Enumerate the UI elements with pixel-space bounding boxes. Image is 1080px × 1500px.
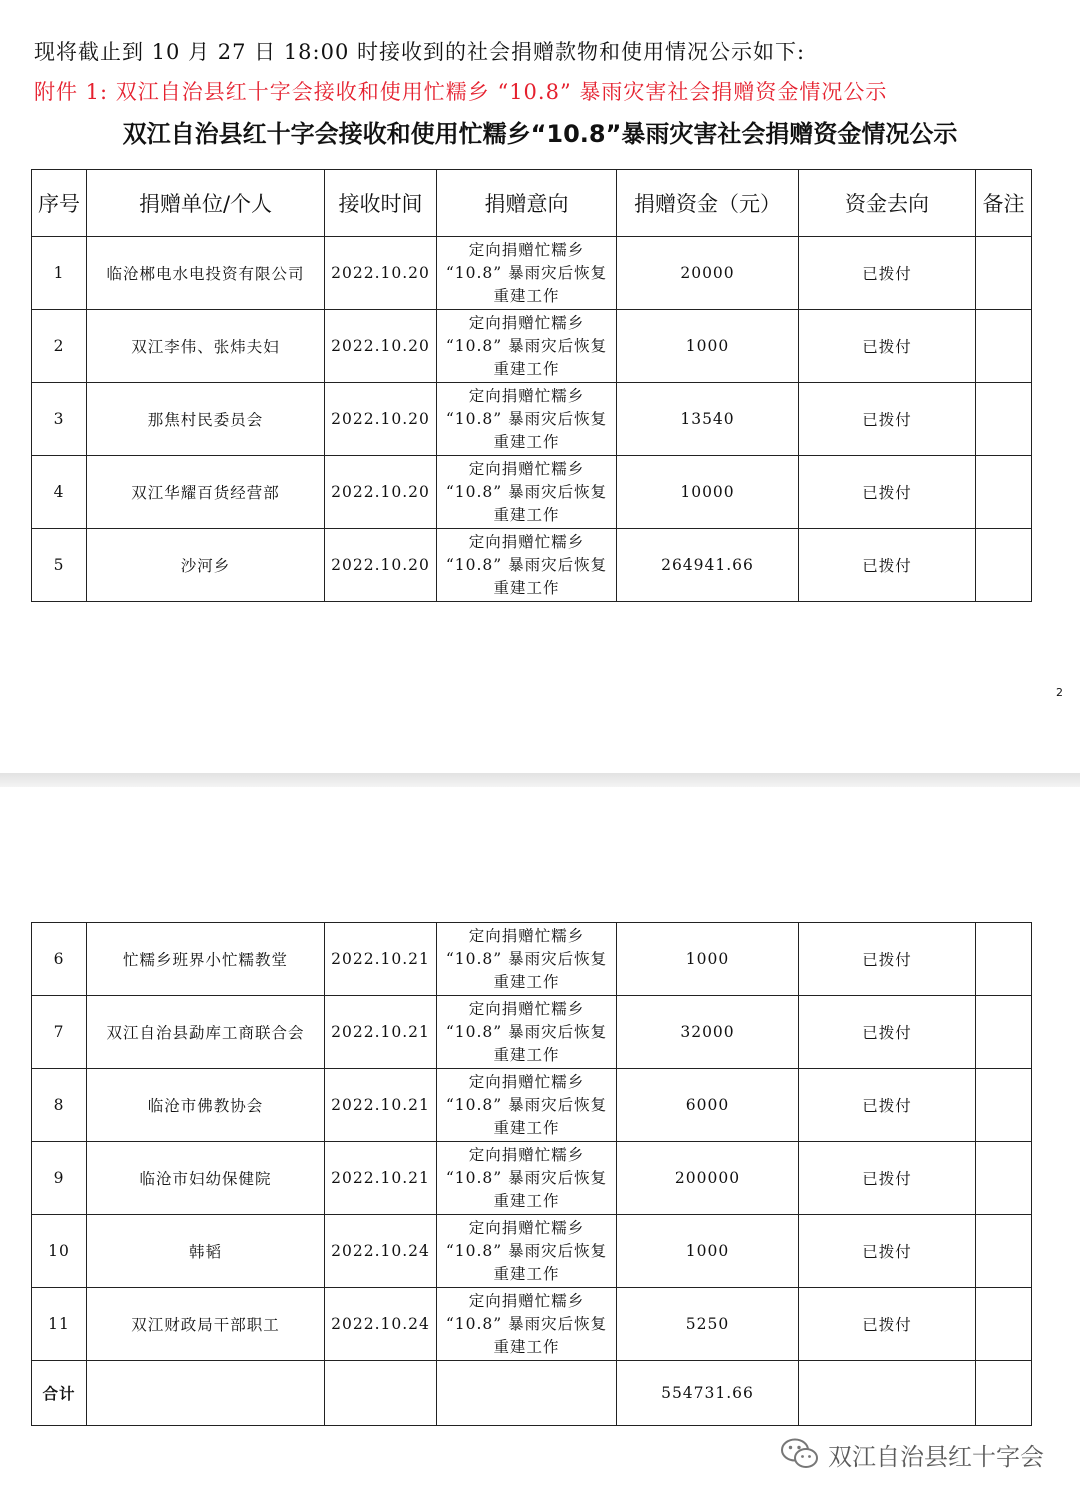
page-separator xyxy=(0,773,1080,787)
intent-line: 重建工作 xyxy=(493,1337,560,1356)
intent xyxy=(437,237,617,310)
intent xyxy=(437,529,617,602)
intent-line: 定向捐赠忙糯乡 xyxy=(468,1218,585,1237)
note xyxy=(976,529,1032,602)
table-header-row xyxy=(32,170,1032,237)
document-title: 双江自治县红十字会接收和使用忙糯乡“10.8”暴雨灾害社会捐赠资金情况公示 xyxy=(122,120,958,148)
fund-allocation: 已拨付 xyxy=(799,1069,976,1142)
fund-allocation: 已拨付 xyxy=(799,1288,976,1361)
intent-line: 重建工作 xyxy=(493,972,560,991)
fund-allocation: 已拨付 xyxy=(799,529,976,602)
intent-line: “10.8” 暴雨灾后恢复 xyxy=(445,1022,608,1041)
donor-name: 双江李伟、张炜夫妇 xyxy=(87,310,325,383)
note xyxy=(976,1215,1032,1288)
intent-line: “10.8” 暴雨灾后恢复 xyxy=(445,1095,608,1114)
receive-date: 2022.10.20 xyxy=(325,237,437,310)
header-note: 备注 xyxy=(976,170,1032,237)
receive-date: 2022.10.24 xyxy=(325,1215,437,1288)
intent-line: “10.8” 暴雨灾后恢复 xyxy=(445,1314,608,1333)
row-index: 2 xyxy=(32,310,87,383)
header-allocation: 资金去向 xyxy=(799,170,976,237)
intent-line: 重建工作 xyxy=(493,1045,560,1064)
header-index: 序号 xyxy=(32,170,87,237)
note xyxy=(976,237,1032,310)
intent-line: 定向捐赠忙糯乡 xyxy=(468,459,585,478)
donor-name: 双江华耀百货经营部 xyxy=(87,456,325,529)
row-index: 1 xyxy=(32,237,87,310)
donor-name: 忙糯乡班界小忙糯教堂 xyxy=(87,923,325,996)
table-row xyxy=(32,1215,1032,1288)
note xyxy=(976,1288,1032,1361)
intent-line: “10.8” 暴雨灾后恢复 xyxy=(445,336,608,355)
receive-date: 2022.10.20 xyxy=(325,529,437,602)
donation-amount: 1000 xyxy=(617,923,799,996)
note xyxy=(976,383,1032,456)
receive-date: 2022.10.20 xyxy=(325,310,437,383)
intent xyxy=(437,310,617,383)
intent xyxy=(437,456,617,529)
intent-line: 重建工作 xyxy=(493,1264,560,1283)
note xyxy=(976,456,1032,529)
intent xyxy=(437,1069,617,1142)
donor-name: 韩韬 xyxy=(87,1215,325,1288)
donation-table-page-1 xyxy=(31,169,1032,602)
receive-date: 2022.10.21 xyxy=(325,923,437,996)
table-row xyxy=(32,1288,1032,1361)
row-index: 9 xyxy=(32,1142,87,1215)
note xyxy=(976,1142,1032,1215)
note xyxy=(976,310,1032,383)
wechat-icon xyxy=(780,1437,820,1471)
donor-name: 双江自治县勐库工商联合会 xyxy=(87,996,325,1069)
intent xyxy=(437,996,617,1069)
intent xyxy=(437,1215,617,1288)
intent-line: 定向捐赠忙糯乡 xyxy=(468,999,585,1018)
table-row xyxy=(32,456,1032,529)
donor-name: 沙河乡 xyxy=(87,529,325,602)
note xyxy=(976,1069,1032,1142)
donation-amount: 32000 xyxy=(617,996,799,1069)
intent-line: “10.8” 暴雨灾后恢复 xyxy=(445,409,608,428)
donation-amount: 200000 xyxy=(617,1142,799,1215)
intent-line: 重建工作 xyxy=(493,1191,560,1210)
fund-allocation: 已拨付 xyxy=(799,310,976,383)
donation-amount: 13540 xyxy=(617,383,799,456)
total-row xyxy=(32,1361,1032,1426)
donation-amount: 264941.66 xyxy=(617,529,799,602)
intent-line: “10.8” 暴雨灾后恢复 xyxy=(445,263,608,282)
table-row xyxy=(32,529,1032,602)
header-date: 接收时间 xyxy=(325,170,437,237)
intent-line: 重建工作 xyxy=(493,286,560,305)
intent xyxy=(437,1288,617,1361)
note xyxy=(976,923,1032,996)
fund-allocation: 已拨付 xyxy=(799,1215,976,1288)
row-index: 7 xyxy=(32,996,87,1069)
receive-date: 2022.10.21 xyxy=(325,1069,437,1142)
intent xyxy=(437,1142,617,1215)
intent-line: 定向捐赠忙糯乡 xyxy=(468,1145,585,1164)
receive-date: 2022.10.21 xyxy=(325,996,437,1069)
receive-date: 2022.10.20 xyxy=(325,456,437,529)
table-row xyxy=(32,237,1032,310)
intent-line: 重建工作 xyxy=(493,359,560,378)
table-row xyxy=(32,310,1032,383)
intent-line: 定向捐赠忙糯乡 xyxy=(468,313,585,332)
note xyxy=(976,996,1032,1069)
intent-line: 重建工作 xyxy=(493,432,560,451)
total-amount: 554731.66 xyxy=(617,1361,799,1426)
intent-line: 定向捐赠忙糯乡 xyxy=(468,926,585,945)
intent-line: “10.8” 暴雨灾后恢复 xyxy=(445,1168,608,1187)
row-index: 5 xyxy=(32,529,87,602)
intent-line: 定向捐赠忙糯乡 xyxy=(468,532,585,551)
table-row xyxy=(32,1142,1032,1215)
row-index: 6 xyxy=(32,923,87,996)
donation-table-page-2 xyxy=(31,922,1032,1426)
row-index: 10 xyxy=(32,1215,87,1288)
table-row xyxy=(32,996,1032,1069)
receive-date: 2022.10.24 xyxy=(325,1288,437,1361)
header-amount: 捐赠资金（元） xyxy=(617,170,799,237)
table-row xyxy=(32,923,1032,996)
attachment-heading: 附件 1: 双江自治县红十字会接收和使用忙糯乡 “10.8” 暴雨灾害社会捐赠资金情况公示 xyxy=(34,80,888,104)
intent-line: 定向捐赠忙糯乡 xyxy=(468,1291,585,1310)
donation-amount: 6000 xyxy=(617,1069,799,1142)
intent xyxy=(437,383,617,456)
fund-allocation: 已拨付 xyxy=(799,237,976,310)
receive-date: 2022.10.21 xyxy=(325,1142,437,1215)
intent-line: “10.8” 暴雨灾后恢复 xyxy=(445,1241,608,1260)
intent-line: “10.8” 暴雨灾后恢复 xyxy=(445,482,608,501)
fund-allocation: 已拨付 xyxy=(799,456,976,529)
intent xyxy=(437,923,617,996)
intro-text: 现将截止到 10 月 27 日 18:00 时接收到的社会捐赠款物和使用情况公示如下: xyxy=(34,40,806,64)
intent-line: 定向捐赠忙糯乡 xyxy=(468,240,585,259)
row-index: 3 xyxy=(32,383,87,456)
row-index: 8 xyxy=(32,1069,87,1142)
donation-amount: 5250 xyxy=(617,1288,799,1361)
donor-name: 临沧郴电水电投资有限公司 xyxy=(87,237,325,310)
fund-allocation: 已拨付 xyxy=(799,383,976,456)
donor-name: 双江财政局干部职工 xyxy=(87,1288,325,1361)
table-row xyxy=(32,1069,1032,1142)
donation-amount: 1000 xyxy=(617,310,799,383)
donation-amount: 20000 xyxy=(617,237,799,310)
donor-name: 那焦村民委员会 xyxy=(87,383,325,456)
intent-line: “10.8” 暴雨灾后恢复 xyxy=(445,949,608,968)
row-index: 4 xyxy=(32,456,87,529)
fund-allocation: 已拨付 xyxy=(799,996,976,1069)
donation-amount: 1000 xyxy=(617,1215,799,1288)
receive-date: 2022.10.20 xyxy=(325,383,437,456)
donor-name: 临沧市佛教协会 xyxy=(87,1069,325,1142)
fund-allocation: 已拨付 xyxy=(799,1142,976,1215)
source-watermark xyxy=(780,1434,1044,1474)
watermark-text: 双江自治县红十字会 xyxy=(828,1442,1044,1471)
header-intent: 捐赠意向 xyxy=(437,170,617,237)
intent-line: 定向捐赠忙糯乡 xyxy=(468,386,585,405)
intent-line: 定向捐赠忙糯乡 xyxy=(468,1072,585,1091)
intent-line: 重建工作 xyxy=(493,578,560,597)
table-row xyxy=(32,383,1032,456)
intent-line: “10.8” 暴雨灾后恢复 xyxy=(445,555,608,574)
row-index: 11 xyxy=(32,1288,87,1361)
intent-line: 重建工作 xyxy=(493,505,560,524)
fund-allocation: 已拨付 xyxy=(799,923,976,996)
total-label: 合计 xyxy=(32,1361,87,1426)
intent-line: 重建工作 xyxy=(493,1118,560,1137)
page-number: 2 xyxy=(1056,686,1063,699)
header-donor: 捐赠单位/个人 xyxy=(87,170,325,237)
donor-name: 临沧市妇幼保健院 xyxy=(87,1142,325,1215)
donation-amount: 10000 xyxy=(617,456,799,529)
